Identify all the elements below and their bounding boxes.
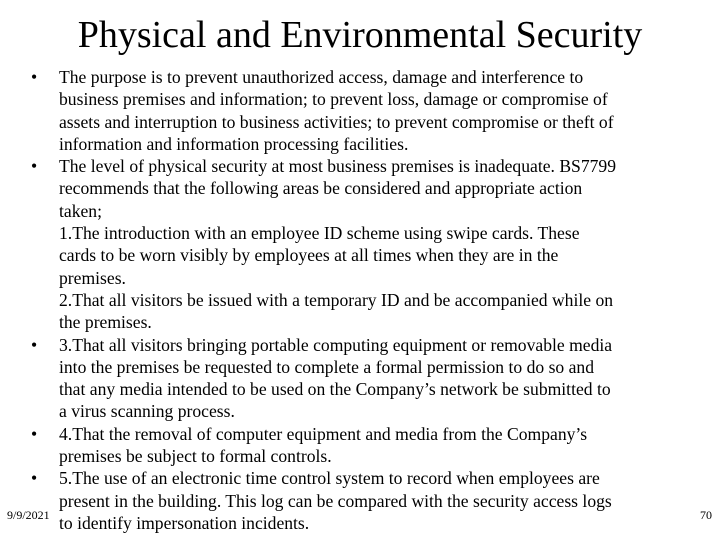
bullet-line: cards to be worn visibly by employees at all times when they are in the: [59, 245, 559, 266]
bullet-item: [31, 423, 691, 468]
bullet-line: assets and interruption to business activities; to prevent compromise or theft of: [59, 111, 614, 132]
bullet-line: • 4.That the removal of computer equipment and media from the Company’s: [59, 423, 588, 444]
bullet-line: to identify impersonation incidents.: [59, 512, 310, 533]
slide-title: Physical and Environmental Security: [77, 14, 643, 56]
bullet-line: premises.: [59, 267, 126, 288]
bullet-item: [31, 155, 691, 333]
page-number: 70: [700, 508, 712, 522]
bullet-list: [31, 66, 691, 534]
bullet-line: the premises.: [59, 312, 152, 333]
bullet-line: business premises and information; to prevent loss, damage or compromise of: [59, 89, 608, 110]
bullet-line: recommends that the following areas be considered and appropriate action: [59, 178, 583, 199]
bullet-item: [31, 334, 691, 423]
bullet-line: premises be subject to formal controls.: [59, 446, 332, 467]
bullet-line: • The level of physical security at most business premises is inadequate. BS7799: [59, 156, 617, 177]
bullet-item: [31, 467, 691, 534]
footer-date: 9/9/2021: [7, 508, 50, 522]
bullet-line: present in the building. This log can be compared with the security access logs: [59, 490, 612, 511]
bullet-line: a virus scanning process.: [59, 401, 235, 422]
bullet-line: • 5.The use of an electronic time control system to record when employees are: [59, 468, 600, 489]
bullet-line: taken;: [59, 200, 102, 221]
bullet-line: • 3.That all visitors bringing portable computing equipment or removable media: [59, 334, 613, 355]
bullet-line: 1.The introduction with an employee ID scheme using swipe cards. These: [59, 223, 580, 244]
bullet-line: that any media intended to be used on the Company’s network be submitted to: [59, 379, 611, 400]
bullet-line: information and information processing facilities.: [59, 133, 409, 154]
bullet-line: 2.That all visitors be issued with a temporary ID and be accompanied while on: [59, 289, 614, 310]
bullet-line: • The purpose is to prevent unauthorized access, damage and interference to: [59, 67, 584, 87]
bullet-line: into the premises be requested to complete a formal permission to do so and: [59, 356, 595, 377]
bullet-item: [31, 66, 691, 155]
